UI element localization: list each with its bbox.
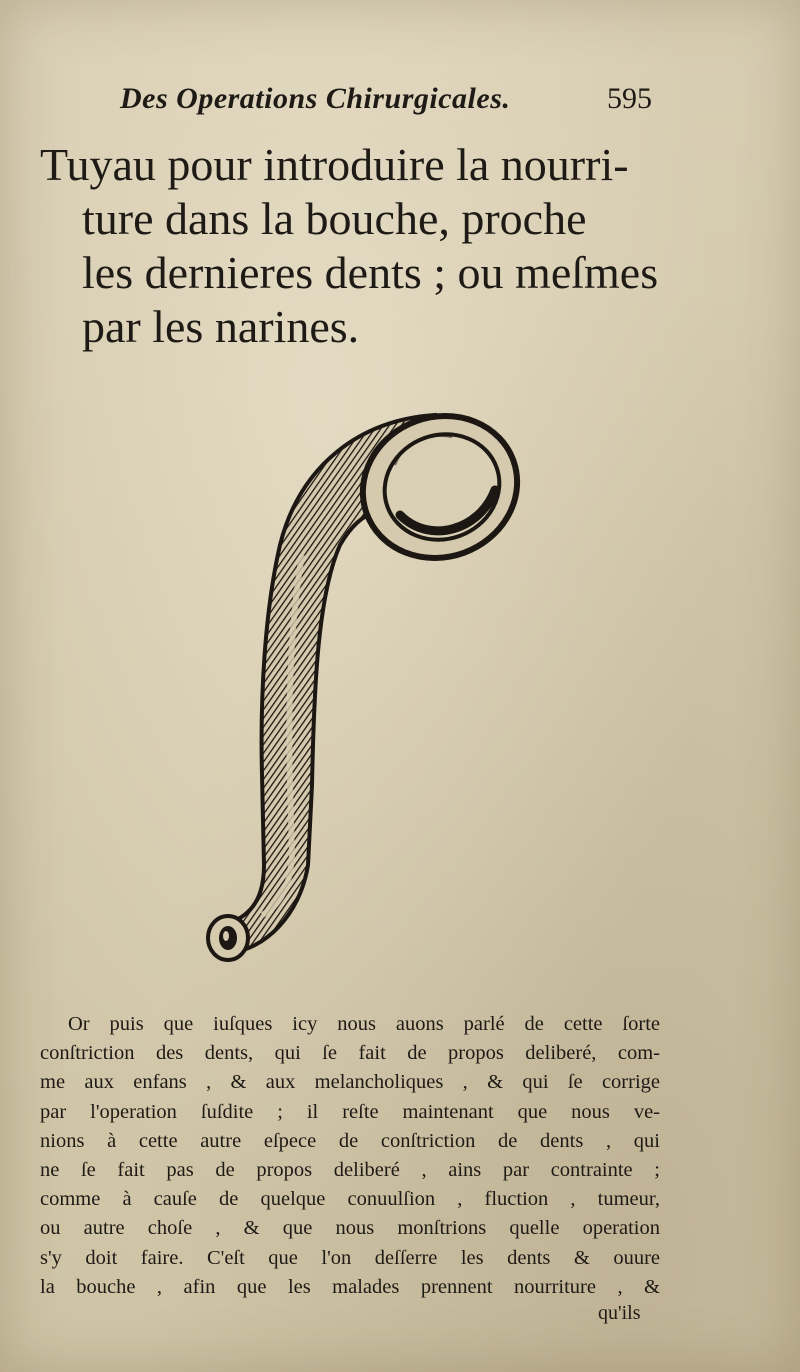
heading-line: Tuyau pour introduire la nourri- (40, 139, 629, 190)
body-line: par l'operation ſuſdite ; il reſte maintenant que nous ve- (40, 1100, 660, 1123)
body-line: s'y doit faire. C'eſt que l'on deſſerre les dents & ouure (40, 1246, 660, 1269)
body-line: Or puis que iuſques icy nous auons parlé de cette ſorte (68, 1013, 660, 1035)
body-line: nions à cette autre eſpece de conſtriction de dents , qui (40, 1129, 660, 1152)
heading-line: les dernieres dents ; ou meſmes (82, 247, 659, 298)
body-line: comme à cauſe de quelque conuulſion , fluction , tumeur, (40, 1188, 660, 1211)
body-line: la bouche , afin que les malades prennent nourriture , & (40, 1275, 660, 1298)
section-heading (40, 138, 670, 354)
catchword: qu'ils (598, 1302, 641, 1324)
heading-line: ture dans la bouche, proche (82, 193, 587, 244)
page-number: 595 (607, 82, 652, 115)
heading-line: par les narines. (82, 301, 360, 352)
body-line: me aux enfans , & aux melancholiques , & qui ſe corrige (40, 1071, 660, 1094)
feeding-tube-engraving-icon (190, 395, 530, 975)
body-line: ne ſe fait pas de propos deliberé , ains par contrainte ; (40, 1159, 660, 1182)
running-title: Des Operations Chirurgicales. (120, 82, 511, 115)
body-line: ou autre choſe , & que nous monſtrions quelle operation (40, 1217, 660, 1240)
running-head (120, 82, 660, 126)
body-paragraph (40, 1010, 660, 1302)
body-line: conſtriction des dents, qui ſe fait de propos deliberé, com- (40, 1042, 660, 1065)
